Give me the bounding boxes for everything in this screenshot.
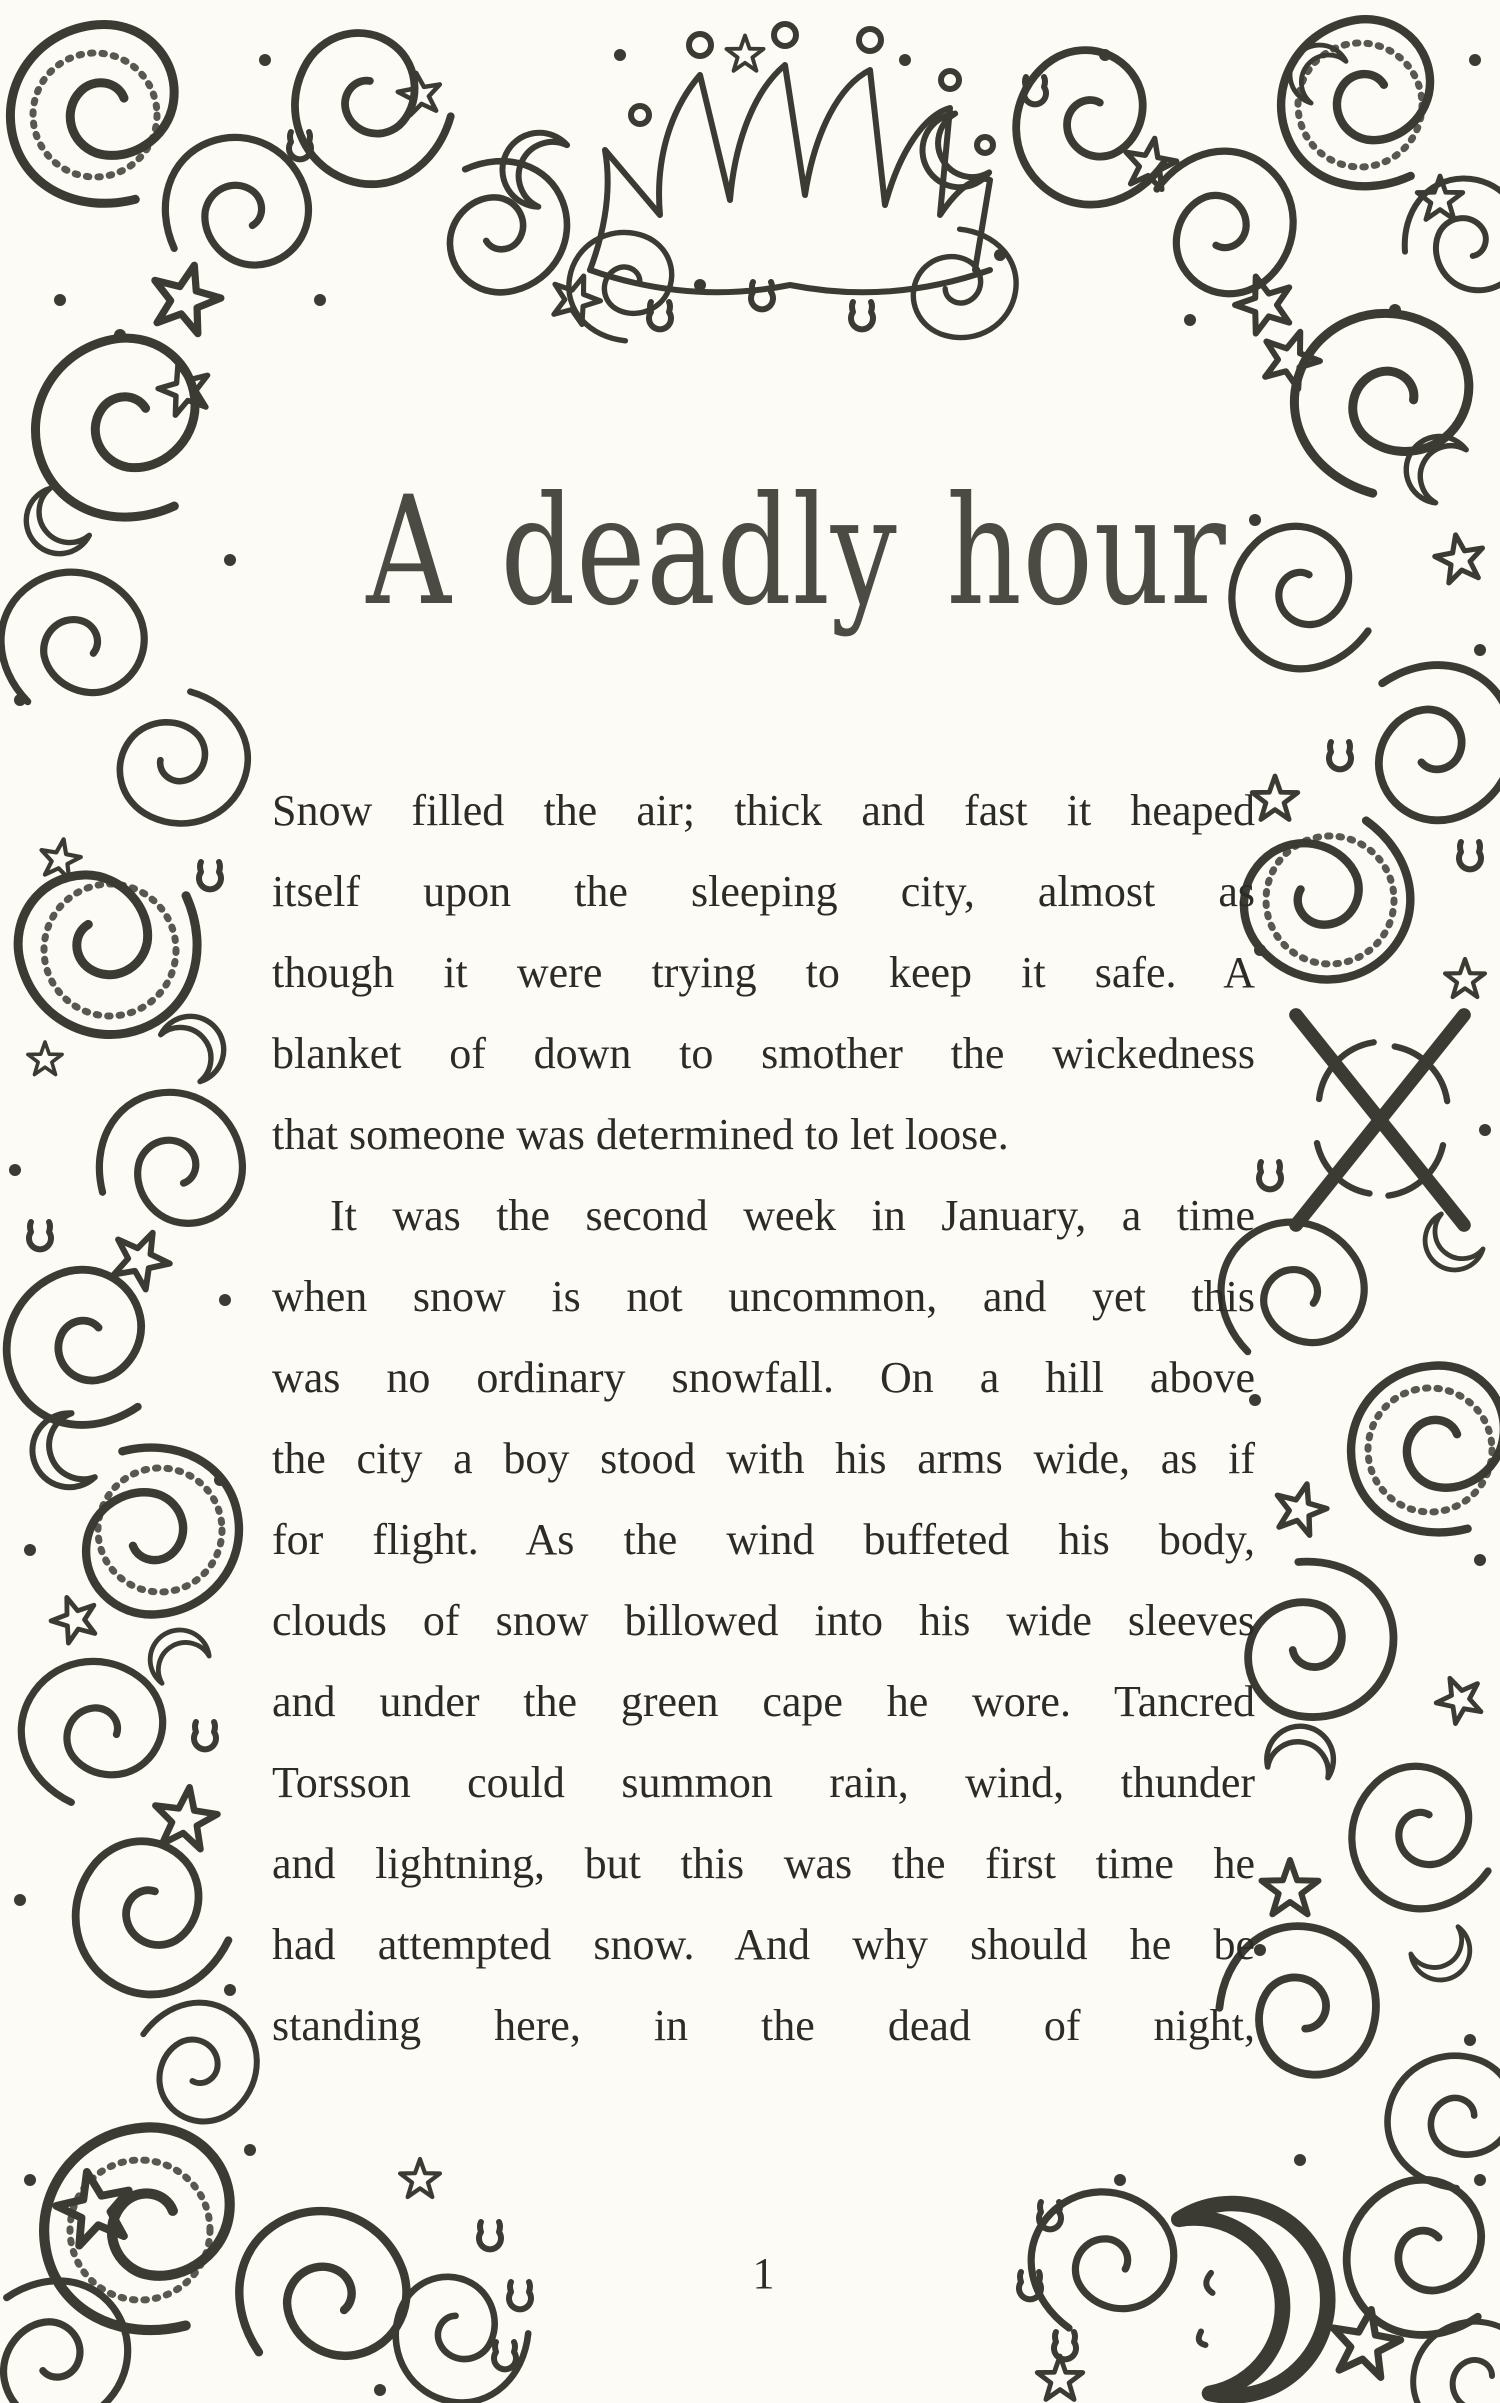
bud-icon bbox=[1329, 742, 1351, 769]
crossed-staffs-icon bbox=[1296, 1015, 1464, 1225]
star-icon bbox=[726, 36, 763, 71]
bud-icon bbox=[494, 2342, 516, 2369]
text-line: the city a boy stood with his arms wide, as if bbox=[272, 1434, 1255, 1483]
hatching-fringe bbox=[1266, 836, 1394, 964]
swirl-vine-icon bbox=[0, 1244, 189, 1459]
bud-icon bbox=[851, 302, 873, 329]
ink-dots bbox=[1249, 514, 1491, 2046]
bud-icon bbox=[194, 1722, 216, 1749]
star-icon bbox=[1417, 176, 1463, 219]
ink-dots bbox=[54, 49, 1481, 326]
star-icon bbox=[150, 1783, 220, 1851]
star-icon bbox=[1037, 2356, 1083, 2399]
bud-icon bbox=[1459, 842, 1481, 869]
text-line: was no ordinary snowfall. On a hill above bbox=[272, 1353, 1255, 1402]
page-number: 1 bbox=[752, 2249, 775, 2298]
swirl-vine-icon bbox=[1205, 505, 1399, 696]
text-line: itself upon the sleeping city, almost as bbox=[272, 867, 1255, 916]
crescent-moon-icon bbox=[1394, 424, 1468, 505]
text-line: though it were trying to keep it safe. A bbox=[272, 948, 1255, 997]
bud-icon bbox=[1054, 2332, 1076, 2359]
swirl-vine-icon bbox=[0, 542, 168, 741]
text-line: that someone was determined to let loose. bbox=[272, 1110, 1009, 1159]
crown-icon bbox=[590, 24, 993, 292]
hatching-fringe bbox=[1368, 1388, 1492, 1512]
swirl-vine-icon bbox=[0, 3, 208, 231]
swirl-vine-icon bbox=[1388, 2056, 1500, 2188]
star-icon bbox=[1255, 322, 1327, 393]
hatching-fringe bbox=[1298, 43, 1422, 167]
text-line: Snow filled the air; thick and fast it heaped bbox=[272, 786, 1255, 835]
swirl-vine-icon bbox=[1331, 631, 1500, 846]
swirl-vine-icon bbox=[987, 27, 1197, 234]
text-line: when snow is not uncommon, and yet this bbox=[272, 1272, 1255, 1321]
text-line: and lightning, but this was the first time he bbox=[272, 1839, 1255, 1888]
text-line: Torsson could summon rain, wind, thunder bbox=[272, 1758, 1255, 1807]
crescent-moon-icon bbox=[1265, 1721, 1339, 1778]
text-line: blanket of down to smother the wickedness bbox=[272, 1029, 1255, 1078]
star-icon bbox=[28, 1042, 62, 1075]
hatching-fringe bbox=[33, 53, 157, 177]
chapter-title: A deadly hour bbox=[366, 465, 1227, 639]
star-icon bbox=[1429, 1669, 1489, 1728]
star-icon bbox=[1445, 959, 1485, 997]
crescent-moon-icon bbox=[139, 1619, 211, 1684]
text-line: clouds of snow billowed into his wide sleeves bbox=[272, 1596, 1255, 1645]
bud-icon bbox=[199, 862, 221, 889]
hatching-fringe bbox=[98, 1468, 222, 1592]
star-icon bbox=[395, 69, 444, 117]
star-icon bbox=[1270, 1477, 1332, 1537]
swirl-vine-icon bbox=[77, 1072, 260, 1250]
text-line: It was the second week in January, a time bbox=[330, 1191, 1255, 1240]
star-icon bbox=[1252, 776, 1298, 819]
star-icon bbox=[545, 268, 606, 328]
text-line: had attempted snow. And why should he be bbox=[272, 1920, 1255, 1969]
bud-icon bbox=[751, 282, 773, 309]
swirl-vine-icon bbox=[112, 682, 259, 834]
swirl-vine-icon bbox=[1327, 1346, 1500, 1559]
body-text bbox=[272, 770, 1255, 2066]
star-icon bbox=[1432, 531, 1488, 585]
text-line: standing here, in the dead of night, bbox=[272, 2001, 1255, 2050]
star-icon bbox=[1326, 2304, 1405, 2380]
bud-icon bbox=[29, 1222, 51, 1249]
crescent-moon-icon bbox=[13, 486, 91, 567]
bud-icon bbox=[1259, 1162, 1281, 1189]
swirl-vine-icon bbox=[1280, 299, 1480, 507]
text-line: for flight. As the wind buffeted his body, bbox=[272, 1515, 1255, 1564]
swirl-vine-icon bbox=[1325, 1745, 1500, 1936]
bud-icon bbox=[479, 2222, 501, 2249]
star-icon bbox=[45, 1590, 103, 1646]
hatching-fringe bbox=[44, 884, 176, 1016]
crescent-moon-icon bbox=[1413, 1212, 1485, 1282]
text-line: and under the green cape he wore. Tancred bbox=[272, 1677, 1255, 1726]
star-icon bbox=[144, 256, 227, 337]
star-icon bbox=[1262, 1860, 1319, 1914]
swirl-vine-icon bbox=[118, 1980, 279, 2139]
crescent-moon-icon bbox=[1409, 1926, 1481, 1991]
star-icon bbox=[400, 2159, 440, 2197]
swirl-vine-icon bbox=[55, 1421, 263, 1634]
swirl-vine-icon bbox=[53, 1824, 251, 2017]
swirl-vine-icon bbox=[1232, 1548, 1405, 1728]
